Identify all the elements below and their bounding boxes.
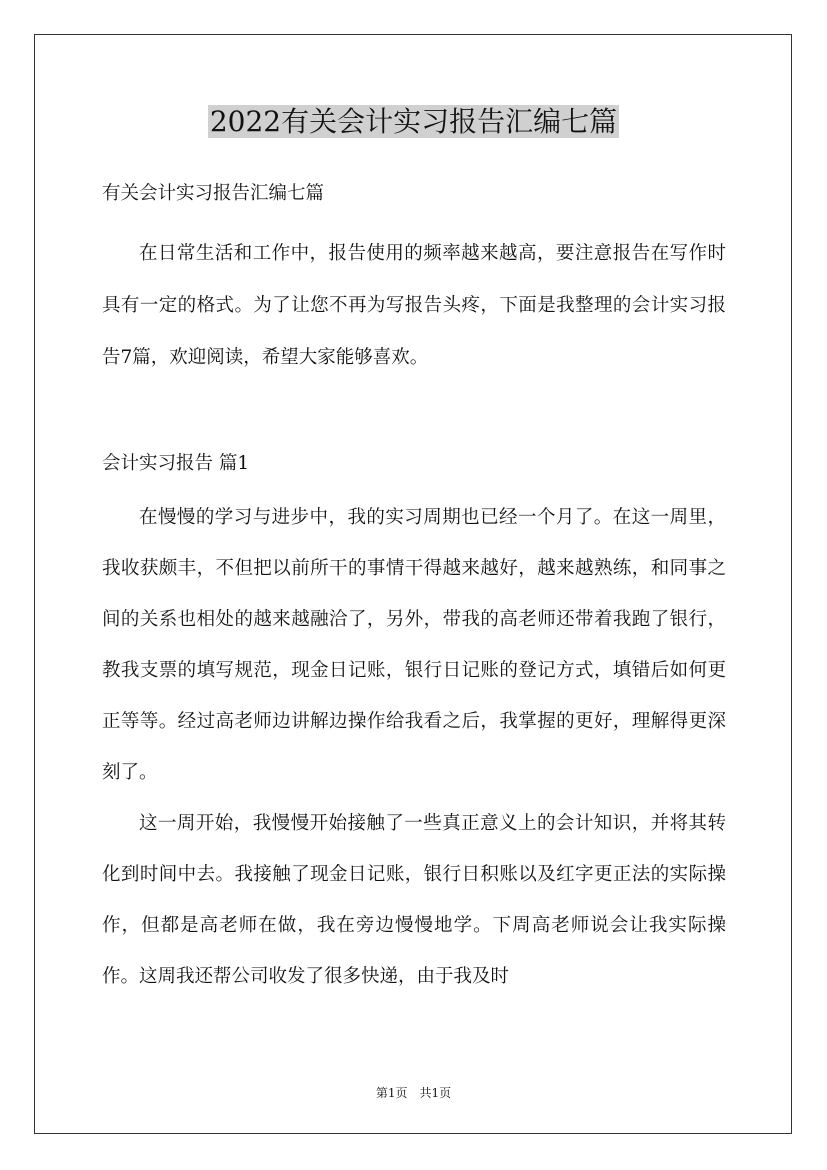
section-heading: 会计实习报告 篇1 bbox=[102, 453, 250, 474]
document-subtitle: 有关会计实习报告汇编七篇 bbox=[102, 183, 325, 204]
page-number: 第1页 bbox=[375, 1086, 408, 1100]
body-paragraph: 在慢慢的学习与进步中，我的实习周期也已经一个月了。在这一周里，我收获颇丰，不但把以前所干的事情干得越来越好，越来越熟练，和同事之间的关系也相处的越来越融洽了，另外，带我的高老师还带着我跑了银行，教我支票的填写规范，现金日记账，银行日记账的登记方式，填错后如何更正等等。经过高老师边讲解边操作给我看之后，我掌握的更好，理解得更深刻了。 bbox=[102, 507, 726, 783]
body-paragraph: 这一周开始，我慢慢开始接触了一些真正意义上的会计知识，并将其转化到时间中去。我接触了现金日记账，银行日积账以及红字更正法的实际操作，但都是高老师在做，我在旁边慢慢地学。下周高老师说会让我实际操作。这周我还帮公司收发了很多快递，由于我及时 bbox=[102, 813, 726, 987]
intro-paragraph: 在日常生活和工作中，报告使用的频率越来越高，要注意报告在写作时具有一定的格式。为了让您不再为写报告头疼，下面是我整理的会计实习报告7篇，欢迎阅读，希望大家能够喜欢。 bbox=[102, 243, 726, 368]
document-title-text: 2022有关会计实习报告汇编七篇 bbox=[209, 105, 618, 138]
page-total: 共1页 bbox=[419, 1086, 452, 1100]
section-body bbox=[102, 492, 726, 1002]
document-title bbox=[0, 100, 827, 144]
page-footer bbox=[0, 1084, 827, 1102]
